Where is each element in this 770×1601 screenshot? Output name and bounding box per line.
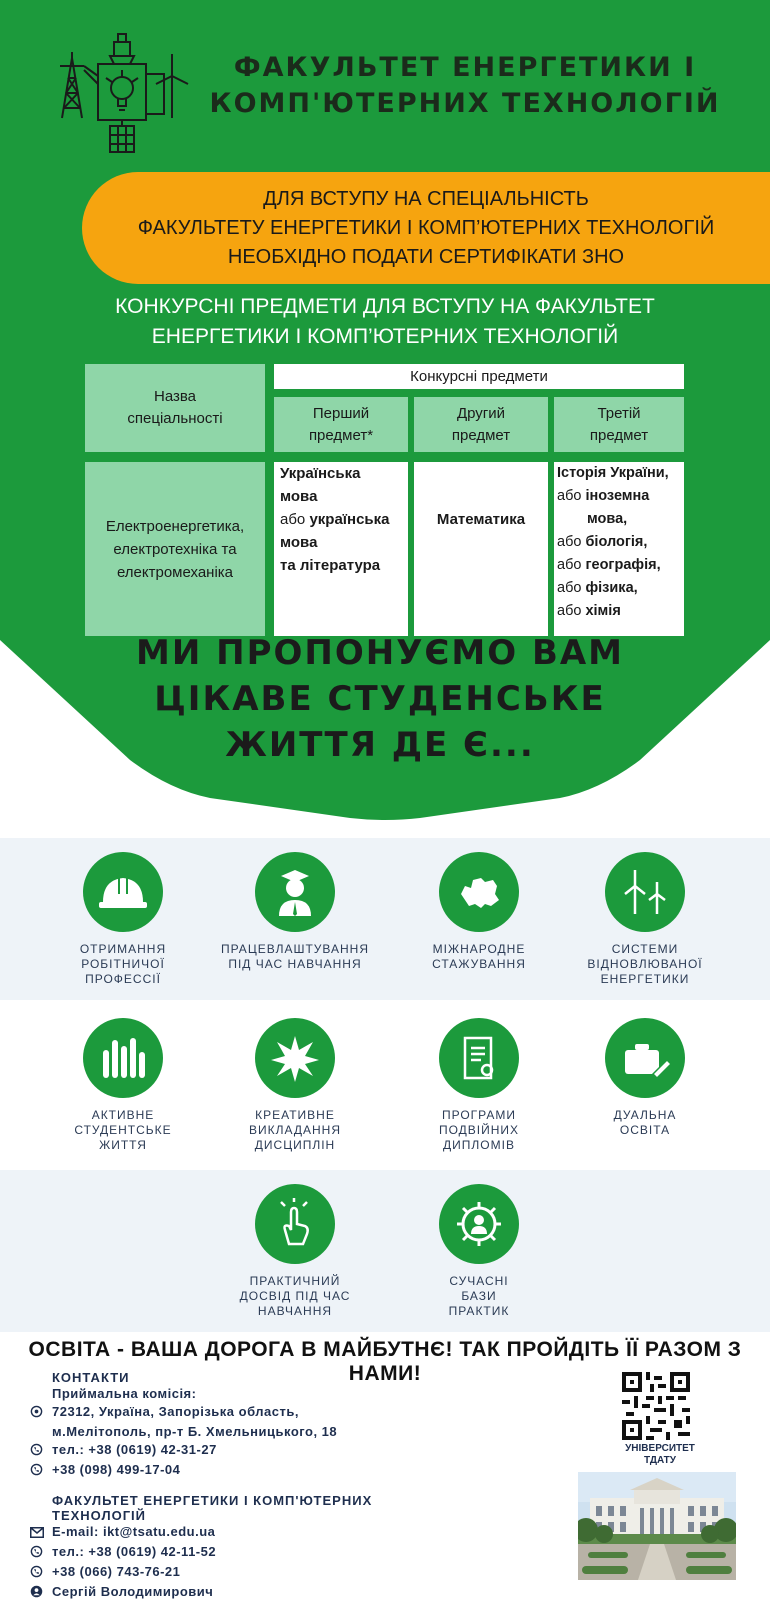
feature-label: БАЗИ [461,1289,497,1303]
banner-line2: ФАКУЛЬТЕТУ ЕНЕРГЕТИКИ І КОМП’ЮТЕРНИХ ТЕХНОЛОГІЙ [137,216,715,239]
feature-label: НАВЧАННЯ [257,1304,333,1318]
feature-label: СИСТЕМИ [611,942,679,956]
banner-line1: ДЛЯ ВСТУПУ НА СПЕЦІАЛЬНІСТЬ [263,187,589,210]
cell-text: фізика, [585,580,638,596]
cell-text: або [280,511,310,528]
cell-text: Історія України, [557,465,669,481]
cell-text: біологія, [585,534,648,550]
cell-text: або [557,488,586,504]
contact-person: Сергій Володимирович [52,1584,214,1599]
first-subject-header [274,397,408,452]
cell-text: або [557,557,586,573]
header-text: предмет [589,426,649,444]
energy-logo-icon [50,18,190,158]
raised-hands-icon [83,1018,163,1098]
faculty-contacts-title-line2: ТЕХНОЛОГІЙ [52,1508,147,1523]
feature-active-student-life [28,1018,218,1153]
university-label-line2: ТДАТУ [643,1455,677,1466]
feature-label: ОТРИМАННЯ [79,942,167,956]
helmet-icon [83,852,163,932]
faculty-title-line2: КОМП'ЮТЕРНИХ ТЕХНОЛОГІЙ [209,88,721,119]
email[interactable]: E-mail: ikt@tsatu.edu.ua [52,1524,216,1539]
specialty-name-header [85,364,265,452]
subjects-heading-line2: ЕНЕРГЕТИКИ І КОМП’ЮТЕРНИХ ТЕХНОЛОГІЙ [151,325,619,348]
diploma-scroll-icon [439,1018,519,1098]
phone1[interactable]: тел.: +38 (0619) 42-31-27 [52,1442,217,1457]
feature-label: АКТИВНЕ [91,1108,155,1122]
university-building-photo [578,1472,736,1580]
feature-creative-teaching [200,1018,390,1153]
cell-text: іноземна [585,488,650,504]
cell-text: мова [280,534,318,551]
feature-practical-experience [200,1184,390,1319]
offer-heading [120,630,640,768]
gear-person-icon [439,1184,519,1264]
feature-label: ПРОФЕССІЇ [85,972,161,986]
header-text: Назва [153,388,197,405]
feature-label: ЕНЕРГЕТИКИ [600,972,690,986]
feature-employment [200,852,390,972]
feature-label: ДУАЛЬНА [613,1108,677,1122]
feature-label: ПРОГРАМИ [441,1108,517,1122]
third-subject-cell [554,462,684,636]
slogan: ОСВІТА - ВАША ДОРОГА В МАЙБУТНЄ! ТАК ПРОЙДІТЬ ЇЇ РАЗОМ З НАМИ! [28,1338,742,1385]
feature-dual-education [550,1018,740,1138]
banner-line3: НЕОБХІДНО ПОДАТИ СЕРТИФІКАТИ ЗНО [227,245,625,268]
subjects-heading-line1: КОНКУРСНІ ПРЕДМЕТИ ДЛЯ ВСТУПУ НА ФАКУЛЬТЕТ [115,295,655,318]
cell-text: Українська [280,465,361,482]
header-text: предмет* [308,426,374,444]
cell-text: українська [309,511,390,528]
first-subject-cell [274,462,408,636]
phone-icon [30,1461,52,1481]
feature-label: СТАЖУВАННЯ [432,957,526,971]
cell-text: хімія [585,603,621,619]
feature-label: ВИКЛАДАННЯ [248,1123,342,1137]
graduate-icon [255,852,335,932]
second-subject-header [414,397,548,452]
cell-text: електротехніка та [113,540,237,558]
phone3[interactable]: тел.: +38 (0619) 42-11-52 [52,1544,217,1559]
competitive-subjects-header [274,364,684,389]
feature-label: ПІД ЧАС НАВЧАННЯ [228,957,362,971]
feature-label: ПРАКТИЧНИЙ [249,1274,341,1288]
cell-text: або [557,580,586,596]
feature-label: ДИПЛОМІВ [443,1138,515,1152]
header-text: Конкурсні предмети [410,368,548,385]
cell-text: або [557,534,586,550]
cell-text: Математика [436,511,526,528]
feature-label: ПОДВІЙНИХ [438,1123,520,1137]
address-line1: 72312, Україна, Запорізька область, [52,1404,299,1419]
phone4[interactable]: +38 (066) 743-76-21 [52,1564,181,1579]
offer-line3: ЖИТТЯ ДЕ Є... [225,725,535,765]
feature-working-profession [28,852,218,987]
cell-text: географія, [585,557,661,573]
cell-text: мова [280,488,318,505]
contacts-block [30,1370,560,1601]
feature-renewable-energy [550,852,740,987]
cell-text: або [557,603,586,619]
briefcase-pen-icon [605,1018,685,1098]
header-text: предмет [451,426,511,444]
feature-international-internship [384,852,574,972]
feature-label: МІЖНАРОДНЕ [432,942,526,956]
second-subject-cell [414,462,548,636]
person-icon [30,1583,52,1601]
third-subject-header [554,397,684,452]
university-label [600,1443,720,1467]
cell-text: Електроенергетика, [105,517,245,535]
header-text: Другий [456,404,506,422]
qr-code-icon[interactable] [622,1372,690,1440]
phone-icon [30,1563,52,1583]
header-text: Перший [312,404,370,422]
admission-banner [82,172,770,284]
feature-label: КРЕАТИВНЕ [255,1108,335,1122]
cell-text: електромеханіка [116,563,234,581]
admissions-label: Приймальна комісія: [52,1386,197,1401]
phone-icon [30,1543,52,1563]
feature-label: ДОСВІД ПІД ЧАС [239,1289,351,1303]
specialty-name-cell [85,462,265,636]
faculty-title-line1: ФАКУЛЬТЕТ ЕНЕРГЕТИКИ І [233,52,697,83]
phone2[interactable]: +38 (098) 499-17-04 [52,1462,181,1477]
feature-label: ПРАКТИК [448,1304,510,1318]
subjects-heading [60,292,710,352]
feature-label: ОСВІТА [619,1123,671,1137]
header-text: спеціальності [127,410,223,427]
faculty-contacts-title-line1: ФАКУЛЬТЕТ ЕНЕРГЕТИКИ І КОМП'ЮТЕРНИХ [52,1493,373,1508]
europe-map-icon [439,852,519,932]
feature-label: СТУДЕНТСЬКЕ [74,1123,172,1137]
touch-hand-icon [255,1184,335,1264]
feature-practice-bases [384,1184,574,1319]
feature-label: РОБІТНИЧОЇ [81,957,165,971]
header-text: Третій [597,404,641,422]
university-label-line1: УНІВЕРСИТЕТ [625,1443,695,1454]
faculty-title [200,50,730,122]
address-line2: м.Мелітополь, пр-т Б. Хмельницького, 18 [52,1424,338,1439]
envelope-icon [30,1523,52,1543]
feature-double-diploma [384,1018,574,1153]
splash-icon [255,1018,335,1098]
cell-text: та література [280,557,381,574]
phone-icon [30,1441,52,1461]
feature-label: ВІДНОВЛЮВАНОЇ [587,957,703,971]
cell-text: мова, [587,511,628,527]
wind-turbines-icon [605,852,685,932]
feature-label: ДИСЦИПЛІН [254,1138,336,1152]
feature-label: ЖИТТЯ [99,1138,147,1152]
contacts-title: КОНТАКТИ [52,1370,130,1385]
offer-line2: ЦІКАВЕ СТУДЕНСЬКЕ [154,679,606,719]
offer-line1: МИ ПРОПОНУЄМО ВАМ [135,633,625,673]
feature-label: СУЧАСНІ [449,1274,509,1288]
location-pin-icon [30,1403,52,1423]
feature-label: ПРАЦЕВЛАШТУВАННЯ [220,942,370,956]
